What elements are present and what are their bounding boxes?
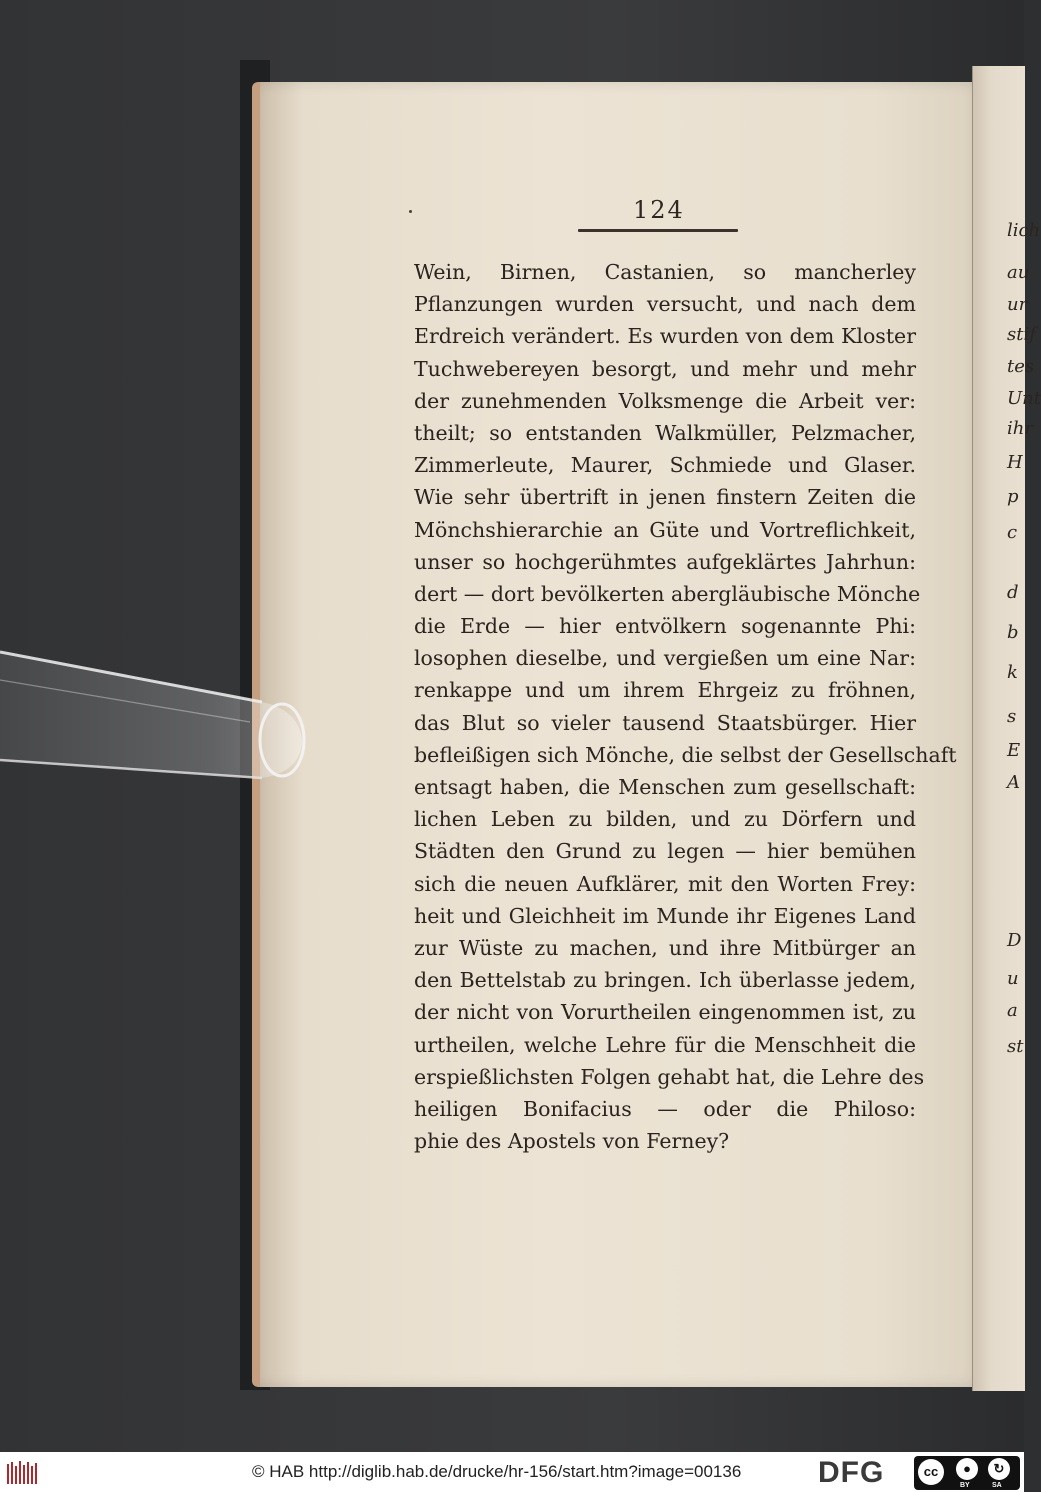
adjacent-text-fragment: ihr [1007,418,1033,439]
ink-speck [409,210,412,213]
footer-bar [0,1452,1024,1492]
text-line: entsagt haben, die Menschen zum gesellschaft: [414,775,916,799]
adjacent-text-fragment: E [1007,740,1021,761]
adjacent-text-fragment: H [1007,452,1023,473]
text-line: der nicht von Vorurtheilen eingenommen ist, zu [414,1000,916,1025]
adjacent-text-fragment: A [1007,772,1020,793]
text-line: der zunehmenden Volksmenge die Arbeit ver: [414,388,916,413]
text-line: befleißigen sich Mönche, die selbst der Gesellschaft [414,742,957,767]
text-line: renkappe und um ihrem Ehrgeiz zu fröhnen, [414,678,916,703]
text-line: dert — dort bevölkerten abergläubische Mönche [414,581,921,606]
text-line: heiligen Bonifacius — oder die Philoso: [414,1096,916,1121]
text-line: das Blut so vieler tausend Staatsbürger. Hier [414,710,916,735]
adjacent-text-fragment: au [1007,262,1030,283]
cc-license-badge[interactable] [914,1456,1020,1490]
adjacent-text-fragment: k [1007,662,1018,683]
adjacent-text-fragment: d [1007,582,1019,603]
adjacent-text-fragment: s [1007,706,1017,727]
adjacent-text-fragment: u [1007,968,1019,989]
text-line: unser so hochgerühmtes aufgeklärtes Jahrhun: [414,549,916,574]
text-line: Mönchshierarchie an Güte und Vortreflichkeit, [414,517,916,542]
text-line: zur Wüste zu machen, und ihre Mitbürger an [414,935,916,960]
hab-logo-icon [6,1460,40,1486]
adjacent-text-fragment: a [1007,1000,1018,1021]
text-line: Pflanzungen wurden versucht, und nach dem [414,292,916,317]
adjacent-text-fragment: p [1007,486,1019,507]
text-line: phie des Apostels von Ferney? [414,1129,730,1154]
text-line: Tuchwebereyen besorgt, und mehr und mehr [414,356,916,381]
text-line: erspießlichsten Folgen gehabt hat, die Lehre des [414,1064,925,1089]
by-person-icon: ● [956,1458,978,1480]
adjacent-text-fragment: stif [1007,324,1036,345]
text-line: Erdreich verändert. Es wurden von dem Kloster [414,324,916,349]
adjacent-text-fragment: b [1007,622,1019,643]
adjacent-text-fragment: c [1007,522,1018,543]
adjacent-text-fragment: Unt [1007,388,1041,409]
page-number: 124 [633,196,685,224]
text-line: den Bettelstab zu bringen. Ich überlasse jedem, [414,968,916,993]
text-line: heit und Gleichheit im Munde ihr Eigenes Land [414,903,916,928]
adjacent-text-fragment: lich [1007,220,1041,241]
share-alike-icon: ↻ [988,1458,1010,1480]
adjacent-text-fragment: tes [1007,356,1035,377]
text-line: Wie sehr übertrift in jenen finstern Zeiten die [414,485,916,510]
text-line: Zimmerleute, Maurer, Schmiede und Glaser. [414,453,916,478]
text-line: Wein, Birnen, Castanien, so mancherley [414,260,916,284]
header-rule [578,229,738,232]
text-line: urtheilen, welche Lehre für die Menschheit die [414,1032,916,1057]
text-line: sich die neuen Aufklärer, mit den Worten Frey: [414,871,916,896]
adjacent-text-fragment: ur [1007,294,1028,315]
text-line: lichen Leben zu bilden, und zu Dörfern und [414,807,916,832]
adjacent-page [972,66,1041,1391]
dfg-logo: DFG [818,1456,885,1489]
copyright-citation: © HAB http://diglib.hab.de/drucke/hr-156/start.htm?image=00136 [252,1462,742,1481]
page-text [414,256,957,1157]
text-line: Städten den Grund zu legen — hier bemühen [414,839,916,864]
adjacent-text-fragment: st [1007,1036,1024,1057]
text-line: die Erde — hier entvölkern sogenannte Phi: [414,614,916,639]
text-line: theilt; so entstanden Walkmüller, Pelzmacher, [414,420,916,445]
text-line: losophen dieselbe, und vergießen um eine Nar: [414,646,916,671]
by-label: BY [960,1482,970,1489]
glass-page-holder [0,640,310,790]
cc-icon: cc [918,1459,944,1485]
sa-label: SA [992,1482,1002,1489]
adjacent-text-fragment: D [1007,930,1022,951]
